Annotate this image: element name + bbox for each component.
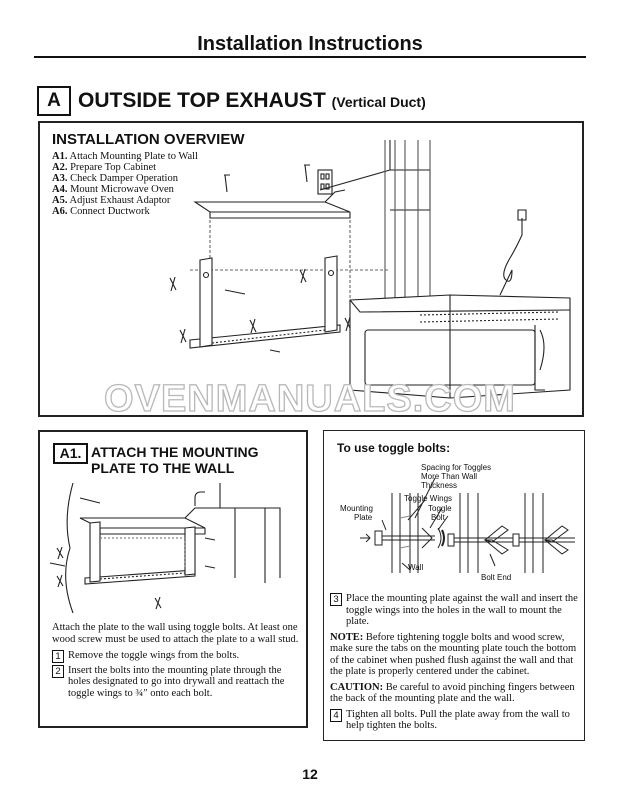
- caution-paragraph: CAUTION: Be careful to avoid pinching fingers between the back of the mounting plate and the wall.: [330, 681, 575, 704]
- title-rule: [34, 56, 586, 58]
- overview-step: A6. Connect Ductwork: [52, 206, 150, 217]
- label-wall: Wall: [408, 563, 424, 572]
- a1-title-line1: ATTACH THE MOUNTING: [91, 444, 259, 460]
- overview-step: A1. Attach Mounting Plate to Wall: [52, 151, 198, 162]
- page-title: Installation Instructions: [197, 33, 423, 55]
- a1-illustration: [45, 478, 303, 616]
- step-text: Place the mounting plate against the wall and insert the toggle wings into the holes in the wall to mount the plate.: [346, 593, 578, 627]
- overview-step: A4. Mount Microwave Oven: [52, 184, 174, 195]
- note-paragraph: NOTE: Before tightening toggle bolts and wood screw, make sure the tabs on the mounting plate touch the bottom of the cabinet when pushed flush against the wall and that the plate is properly centered under the cabinet.: [330, 631, 577, 677]
- toggle-heading: To use toggle bolts:: [337, 441, 451, 455]
- label-toggle-wings: Toggle Wings: [404, 494, 453, 503]
- a1-instructions: [52, 622, 304, 699]
- toggle-step-3: [330, 593, 582, 628]
- step-number-badge: 1: [52, 650, 64, 663]
- label-mounting-plate-1: Mounting: [340, 504, 373, 513]
- a1-step-1: [52, 650, 304, 662]
- a1-title: [91, 444, 258, 476]
- overview-illustration: [150, 140, 580, 410]
- a1-step-2: [52, 665, 304, 700]
- section-letter-badge: A: [37, 86, 71, 116]
- watermark-text: OVENMANUALS.COM: [104, 378, 516, 420]
- label-spacing-3: Thickness: [421, 481, 458, 490]
- step-tag-a1: A1.: [53, 443, 88, 464]
- overview-heading: INSTALLATION OVERVIEW: [52, 131, 245, 148]
- step-number-badge: 3: [330, 593, 342, 606]
- toggle-step-4: [330, 709, 582, 732]
- step-text: Remove the toggle wings from the bolts.: [68, 650, 240, 661]
- step-text: Insert the bolts into the mounting plate through the holes designated to go into drywall and reattach the toggle wings to ¾″ onto each bolt.: [68, 664, 285, 699]
- label-bolt-end: Bolt End: [481, 573, 512, 582]
- label-toggle-bolt-1: Toggle: [428, 504, 452, 513]
- toggle-instructions: [330, 590, 582, 732]
- step-text: Tighten all bolts. Pull the plate away from the wall to help tighten the bolts.: [346, 708, 570, 731]
- a1-title-line2: PLATE TO THE WALL: [91, 460, 235, 476]
- step-number-badge: 2: [52, 665, 64, 678]
- section-title-subtitle: (Vertical Duct): [331, 94, 426, 110]
- label-toggle-bolt-2: Bolt: [431, 513, 445, 522]
- overview-step: A2. Prepare Top Cabinet: [52, 162, 157, 173]
- section-title: [78, 89, 426, 113]
- page-number: 12: [302, 766, 318, 782]
- overview-step: A5. Adjust Exhaust Adaptor: [52, 195, 171, 206]
- section-title-main: OUTSIDE TOP EXHAUST: [78, 89, 326, 112]
- label-mounting-plate-2: Plate: [354, 513, 373, 522]
- step-number-badge: 4: [330, 709, 342, 722]
- overview-step: A3. Check Damper Operation: [52, 173, 178, 184]
- label-spacing-1: Spacing for Toggles: [421, 463, 492, 472]
- a1-intro: Attach the plate to the wall using toggle bolts. At least one wood screw must be used to attach the plate to a wall stud.: [52, 622, 299, 645]
- label-spacing-2: More Than Wall: [421, 472, 478, 481]
